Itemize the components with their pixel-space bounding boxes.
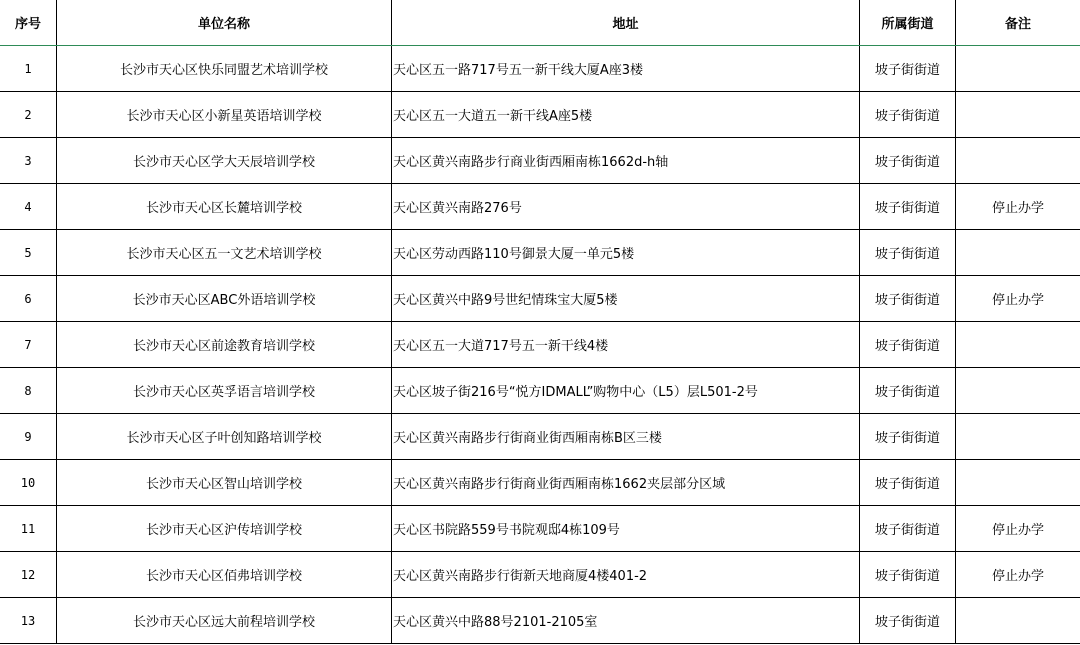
table-row: [0, 552, 1080, 598]
cell-unit-name: 长沙市天心区佰弗培训学校: [57, 552, 392, 598]
cell-note: [956, 92, 1080, 138]
cell-unit-name: 长沙市天心区子叶创知路培训学校: [57, 414, 392, 460]
header-note: 备注: [956, 0, 1080, 46]
table-row: [0, 92, 1080, 138]
cell-unit-name: 长沙市天心区智山培训学校: [57, 460, 392, 506]
table-row: [0, 506, 1080, 552]
cell-street: 坡子街街道: [860, 322, 956, 368]
cell-address: 天心区五一路717号五一新干线大厦A座3楼: [392, 46, 860, 92]
cell-note: [956, 414, 1080, 460]
cell-street: 坡子街街道: [860, 552, 956, 598]
cell-unit-name: 长沙市天心区长麓培训学校: [57, 184, 392, 230]
cell-seq: 8: [0, 368, 57, 414]
cell-note: 停止办学: [956, 506, 1080, 552]
cell-seq: 1: [0, 46, 57, 92]
cell-note: [956, 46, 1080, 92]
cell-street: 坡子街街道: [860, 138, 956, 184]
table-row: [0, 46, 1080, 92]
cell-address: 天心区黄兴中路9号世纪情珠宝大厦5楼: [392, 276, 860, 322]
table-row: [0, 184, 1080, 230]
cell-seq: 12: [0, 552, 57, 598]
cell-unit-name: 长沙市天心区学大天辰培训学校: [57, 138, 392, 184]
cell-address: 天心区坡子街216号“悦方IDMALL”购物中心（L5）层L501-2号: [392, 368, 860, 414]
table-row: [0, 598, 1080, 644]
cell-unit-name: 长沙市天心区快乐同盟艺术培训学校: [57, 46, 392, 92]
cell-note: [956, 230, 1080, 276]
cell-address: 天心区黄兴南路步行商业街西厢南栋1662d-h轴: [392, 138, 860, 184]
table-row: [0, 414, 1080, 460]
cell-seq: 2: [0, 92, 57, 138]
cell-address: 天心区黄兴中路88号2101-2105室: [392, 598, 860, 644]
cell-unit-name: 长沙市天心区英孚语言培训学校: [57, 368, 392, 414]
cell-street: 坡子街街道: [860, 506, 956, 552]
cell-unit-name: 长沙市天心区五一文艺术培训学校: [57, 230, 392, 276]
cell-address: 天心区黄兴南路步行街商业街西厢南栋1662夹层部分区域: [392, 460, 860, 506]
cell-note: 停止办学: [956, 552, 1080, 598]
cell-unit-name: 长沙市天心区远大前程培训学校: [57, 598, 392, 644]
cell-street: 坡子街街道: [860, 414, 956, 460]
cell-seq: 5: [0, 230, 57, 276]
cell-unit-name: 长沙市天心区前途教育培训学校: [57, 322, 392, 368]
cell-unit-name: 长沙市天心区沪传培训学校: [57, 506, 392, 552]
cell-note: [956, 368, 1080, 414]
cell-seq: 13: [0, 598, 57, 644]
header-address: 地址: [392, 0, 860, 46]
cell-note: 停止办学: [956, 184, 1080, 230]
cell-street: 坡子街街道: [860, 184, 956, 230]
cell-unit-name: 长沙市天心区小新星英语培训学校: [57, 92, 392, 138]
cell-unit-name: 长沙市天心区ABC外语培训学校: [57, 276, 392, 322]
table-row: [0, 138, 1080, 184]
cell-note: [956, 138, 1080, 184]
table-row: [0, 368, 1080, 414]
cell-street: 坡子街街道: [860, 92, 956, 138]
cell-address: 天心区黄兴南路步行街新天地商厦4楼401-2: [392, 552, 860, 598]
cell-seq: 7: [0, 322, 57, 368]
cell-seq: 4: [0, 184, 57, 230]
cell-street: 坡子街街道: [860, 368, 956, 414]
header-street: 所属街道: [860, 0, 956, 46]
cell-address: 天心区黄兴南路步行街商业街西厢南栋B区三楼: [392, 414, 860, 460]
header-seq: 序号: [0, 0, 57, 46]
table-row: [0, 322, 1080, 368]
cell-street: 坡子街街道: [860, 46, 956, 92]
cell-street: 坡子街街道: [860, 230, 956, 276]
cell-address: 天心区书院路559号书院观邸4栋109号: [392, 506, 860, 552]
cell-street: 坡子街街道: [860, 276, 956, 322]
cell-street: 坡子街街道: [860, 598, 956, 644]
cell-note: 停止办学: [956, 276, 1080, 322]
cell-address: 天心区黄兴南路276号: [392, 184, 860, 230]
cell-address: 天心区五一大道717号五一新干线4楼: [392, 322, 860, 368]
cell-seq: 11: [0, 506, 57, 552]
cell-seq: 9: [0, 414, 57, 460]
header-name: 单位名称: [57, 0, 392, 46]
cell-seq: 3: [0, 138, 57, 184]
header-row: [0, 0, 1080, 46]
cell-note: [956, 460, 1080, 506]
cell-seq: 10: [0, 460, 57, 506]
table-row: [0, 230, 1080, 276]
cell-street: 坡子街街道: [860, 460, 956, 506]
cell-seq: 6: [0, 276, 57, 322]
cell-note: [956, 322, 1080, 368]
table-row: [0, 276, 1080, 322]
cell-address: 天心区劳动西路110号御景大厦一单元5楼: [392, 230, 860, 276]
cell-note: [956, 598, 1080, 644]
cell-address: 天心区五一大道五一新干线A座5楼: [392, 92, 860, 138]
table-row: [0, 460, 1080, 506]
